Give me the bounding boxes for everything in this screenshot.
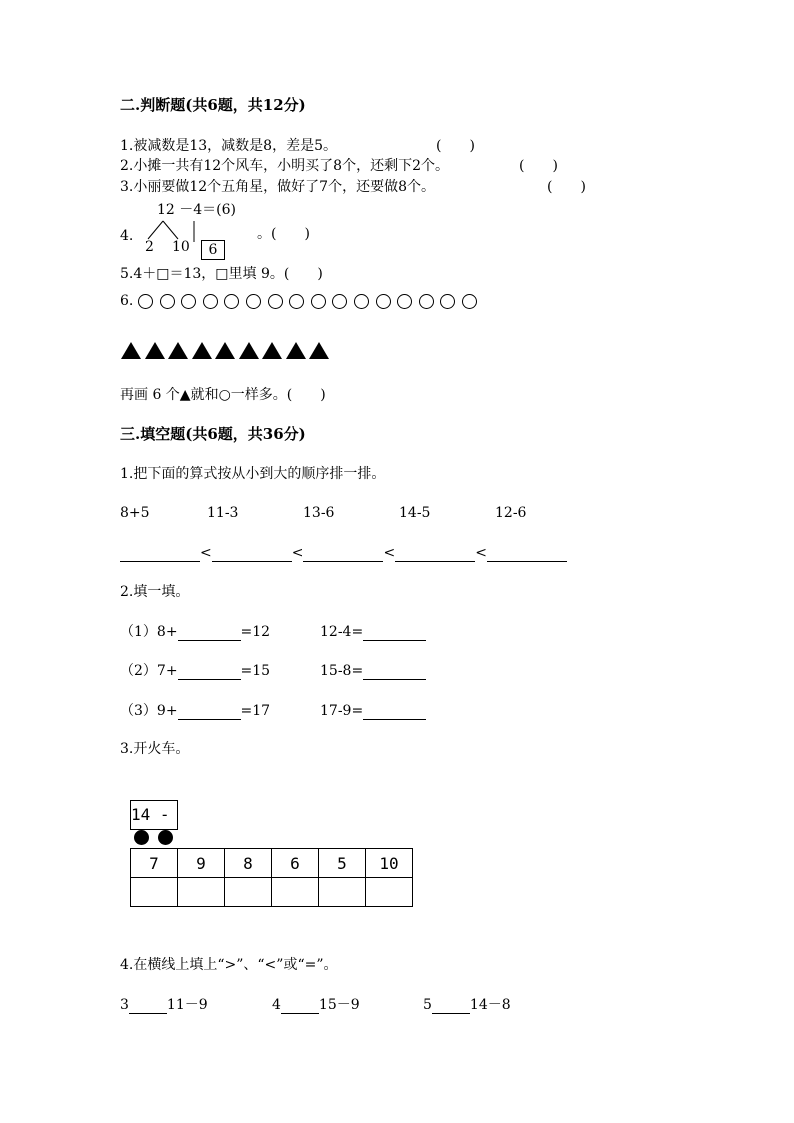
triangle-row [121, 342, 333, 364]
judge-q2-paren[interactable]: ( ) [519, 158, 558, 174]
fill-row-result: =12 [240, 624, 271, 640]
fill-q3: 3.开火车。 [120, 741, 190, 757]
fill-row-1 [120, 623, 270, 641]
order-blank-5[interactable] [487, 547, 567, 562]
fill-row-2 [120, 662, 270, 680]
train-answer-cell[interactable] [272, 878, 319, 907]
train-number: 5 [319, 849, 366, 878]
circle-icon [160, 294, 175, 309]
fill-row-3-right [320, 702, 426, 720]
triangle-icon [309, 342, 329, 359]
compare-item-3 [423, 996, 511, 1014]
lt-sign: < [383, 545, 396, 561]
lt-sign: < [475, 545, 487, 561]
triangle-icon [145, 342, 165, 359]
fill-q1: 1.把下面的算式按从小到大的顺序排一排。 [120, 466, 386, 482]
circle-icon [268, 294, 283, 309]
fill-row-3 [120, 702, 270, 720]
lt-sign: < [291, 545, 304, 561]
fill-row-1-right [320, 623, 426, 641]
fill-blank[interactable] [363, 626, 426, 641]
triangle-icon [215, 342, 235, 359]
judge-q6-label: 6. [120, 293, 134, 309]
expr-1: 8+5 [120, 505, 150, 521]
judge-q3-paren[interactable]: ( ) [547, 179, 586, 195]
order-blank-4[interactable] [395, 547, 475, 562]
fill-row-right: 12-4= [320, 624, 364, 640]
fill-row-left: （1）8+ [120, 624, 178, 640]
train-engine-label: 14 - [131, 805, 170, 824]
train-numbers-row [131, 849, 413, 878]
triangle-icon [286, 342, 306, 359]
circle-icon [138, 294, 153, 309]
train-table [130, 848, 413, 907]
circle-icon [462, 294, 477, 309]
compare-item-1 [120, 996, 208, 1014]
compare-item-2 [272, 996, 360, 1014]
train-wheel-icon [158, 830, 173, 845]
compare-right: 11－9 [166, 997, 208, 1013]
train-answer-cell[interactable] [319, 878, 366, 907]
circle-icon [311, 294, 326, 309]
fill-q4: 4.在横线上填上“>”、“<”或“=”。 [120, 957, 338, 973]
expr-3: 13-6 [303, 505, 335, 521]
train-answer-cell[interactable] [366, 878, 413, 907]
triangle-icon [262, 342, 282, 359]
order-blank-3[interactable] [303, 547, 383, 562]
judge-q6-text: 再画 6 个▲就和○一样多。( ) [120, 387, 326, 403]
circle-icon [181, 294, 196, 309]
judge-q4-box: 6 [201, 240, 225, 260]
train-number: 7 [131, 849, 178, 878]
train-wheel-icon [134, 830, 149, 845]
fill-row-result: =17 [240, 703, 271, 719]
fill-row-right: 15-8= [320, 663, 364, 679]
compare-blank[interactable] [432, 999, 470, 1014]
compare-right: 15－9 [318, 997, 360, 1013]
triangle-icon [239, 342, 259, 359]
circle-icon [440, 294, 455, 309]
judge-q5: 5.4＋□＝13，□里填 9。( ) [120, 266, 323, 282]
train-engine [130, 800, 178, 830]
train-number: 9 [178, 849, 225, 878]
fill-blank[interactable] [178, 705, 241, 720]
order-row [120, 544, 567, 562]
fill-blank[interactable] [178, 626, 241, 641]
lt-sign: < [200, 545, 212, 561]
train-answer-cell[interactable] [131, 878, 178, 907]
fill-q2: 2.填一填。 [120, 584, 190, 600]
fill-blank[interactable] [363, 665, 426, 680]
compare-blank[interactable] [129, 999, 167, 1014]
compare-left: 3 [120, 997, 129, 1013]
circle-icon [376, 294, 391, 309]
circle-icon [224, 294, 239, 309]
circle-icon [203, 294, 218, 309]
order-blank-1[interactable] [120, 547, 200, 562]
fill-blank[interactable] [363, 705, 426, 720]
judge-q3: 3.小丽要做12个五角星，做好了7个，还要做8个。 [120, 179, 435, 195]
judge-q4-tail[interactable]: 。( ) [257, 226, 310, 242]
section3-title: 三.填空题(共6题，共36分) [120, 425, 306, 443]
fill-row-result: =15 [240, 663, 271, 679]
order-blank-2[interactable] [212, 547, 292, 562]
fill-row-left: （3）9+ [120, 703, 178, 719]
circle-icon [397, 294, 412, 309]
expr-4: 14-5 [399, 505, 431, 521]
fill-blank[interactable] [178, 665, 241, 680]
train-number: 10 [366, 849, 413, 878]
circle-icon [246, 294, 261, 309]
compare-left: 5 [423, 997, 432, 1013]
fill-row-2-right [320, 662, 426, 680]
compare-left: 4 [272, 997, 281, 1013]
train-number: 6 [272, 849, 319, 878]
triangle-icon [168, 342, 188, 359]
judge-q1: 1.被减数是13，减数是8，差是5。 [120, 138, 337, 154]
fill-row-right: 17-9= [320, 703, 364, 719]
judge-q4-split-left: 2 [145, 239, 154, 255]
judge-q1-paren[interactable]: ( ) [436, 138, 475, 154]
circle-icon [289, 294, 304, 309]
expr-5: 12-6 [495, 505, 527, 521]
circle-icon [332, 294, 347, 309]
compare-blank[interactable] [281, 999, 319, 1014]
train-answer-cell[interactable] [225, 878, 272, 907]
judge-q4-equation: 12 －4＝(6) [157, 202, 237, 218]
triangle-icon [121, 342, 141, 359]
expr-2: 11-3 [207, 505, 239, 521]
fill-row-left: （2）7+ [120, 663, 178, 679]
section2-title: 二.判断题(共6题，共12分) [120, 96, 306, 114]
circle-row [138, 291, 484, 311]
judge-q2: 2.小摊一共有12个风车，小明买了8个，还剩下2个。 [120, 158, 449, 174]
judge-q4-label: 4. [120, 228, 134, 244]
judge-q4-split-right: 10 [172, 239, 190, 255]
circle-icon [354, 294, 369, 309]
train-answer-cell[interactable] [178, 878, 225, 907]
train-number: 8 [225, 849, 272, 878]
compare-right: 14－8 [469, 997, 511, 1013]
triangle-icon [192, 342, 212, 359]
train-answers-row [131, 878, 413, 907]
circle-icon [419, 294, 434, 309]
